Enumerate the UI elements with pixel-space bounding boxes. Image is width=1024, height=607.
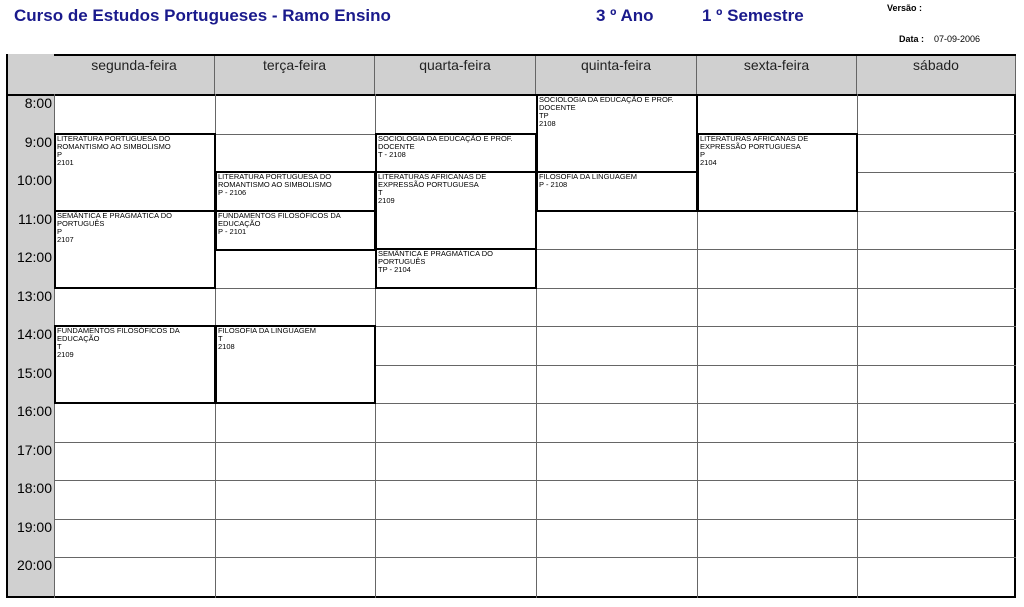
class-type: P (57, 227, 63, 236)
class-name: SEMÂNTICA E PRAGMÁTICA DO PORTUGUÊS (57, 211, 173, 228)
class-name: LITERATURA PORTUGUESA DO ROMANTISMO AO SIMBOLISMO (218, 172, 332, 189)
day-header-2: quarta-feira (375, 56, 536, 94)
date-value: 07-09-2006 (934, 34, 981, 44)
class-room: 2104 (700, 158, 717, 167)
class-type: T (57, 342, 62, 351)
class-block[interactable] (215, 325, 376, 404)
version-label: Versão : (887, 3, 923, 13)
class-block[interactable] (697, 133, 858, 212)
class-block[interactable] (54, 133, 216, 212)
class-type: P (700, 150, 706, 159)
class-name: LITERATURAS AFRICANAS DE EXPRESSÃO PORTUGUESA (378, 172, 487, 189)
header-corner (8, 56, 54, 94)
class-type: P - 2101 (218, 227, 247, 236)
row-divider (54, 480, 1016, 481)
class-room: 2101 (57, 158, 74, 167)
header-divider (6, 94, 1016, 96)
schedule-title: Curso de Estudos Portugueses - Ramo Ensino (14, 6, 391, 25)
day-header-1: terça-feira (215, 56, 375, 94)
class-name: SOCIOLOGIA DA EDUCAÇÃO E PROF. DOCENTE (378, 134, 513, 151)
day-header-4: sexta-feira (697, 56, 857, 94)
row-divider (54, 557, 1016, 558)
class-type: P - 2106 (218, 188, 247, 197)
class-type: TP - 2104 (378, 265, 411, 274)
class-block[interactable] (215, 210, 376, 251)
class-block[interactable] (536, 171, 698, 212)
time-label: 17:00 (16, 442, 52, 458)
day-header-5: sábado (857, 56, 1016, 94)
class-room: 2109 (57, 350, 74, 359)
time-label: 12:00 (16, 249, 52, 265)
class-name: FILOSOFIA DA LINGUAGEM (539, 172, 637, 181)
class-type: T (378, 188, 383, 197)
time-label: 16:00 (16, 403, 52, 419)
time-label: 18:00 (16, 480, 52, 496)
class-name: SOCIOLOGIA DA EDUCAÇÃO E PROF. DOCENTE (539, 95, 674, 112)
time-label: 8:00 (24, 95, 52, 111)
class-block[interactable] (536, 94, 698, 173)
class-block[interactable] (375, 248, 537, 289)
day-header-3: quinta-feira (536, 56, 697, 94)
class-block[interactable] (215, 171, 376, 212)
class-type: P (57, 150, 63, 159)
class-type: T (218, 334, 223, 343)
class-room: 2109 (378, 196, 395, 205)
time-label: 11:00 (18, 211, 52, 227)
class-block[interactable] (54, 210, 216, 289)
semester-label: 1 º Semestre (702, 6, 804, 25)
year-label: 3 º Ano (596, 6, 654, 25)
class-name: FUNDAMENTOS FILOSÓFICOS DA EDUCAÇÃO (218, 211, 341, 228)
row-divider (54, 519, 1016, 520)
class-block[interactable] (375, 133, 537, 174)
day-header-0: segunda-feira (54, 56, 215, 94)
class-name: LITERATURAS AFRICANAS DE EXPRESSÃO PORTUGUESA (700, 134, 809, 151)
time-label: 19:00 (16, 519, 52, 535)
class-type: P - 2108 (539, 180, 568, 189)
class-block[interactable] (54, 325, 216, 404)
time-label: 10:00 (16, 172, 52, 188)
class-name: SEMÂNTICA E PRAGMÁTICA DO PORTUGUÊS (378, 249, 494, 266)
class-room: 2108 (539, 119, 556, 128)
time-label: 20:00 (16, 557, 52, 573)
class-room: 2108 (218, 342, 235, 351)
class-type: TP (539, 111, 549, 120)
class-name: FUNDAMENTOS FILOSÓFICOS DA EDUCAÇÃO (57, 326, 180, 343)
time-label: 15:00 (16, 365, 52, 381)
time-label: 14:00 (16, 326, 52, 342)
class-block[interactable] (375, 171, 537, 250)
date-label: Data : (899, 34, 925, 44)
time-label: 13:00 (16, 288, 52, 304)
class-room: 2107 (57, 235, 74, 244)
class-name: LITERATURA PORTUGUESA DO ROMANTISMO AO SIMBOLISMO (57, 134, 171, 151)
row-divider (54, 442, 1016, 443)
class-name: FILOSOFIA DA LINGUAGEM (218, 326, 316, 335)
time-label: 9:00 (24, 134, 52, 150)
class-type: T - 2108 (378, 150, 406, 159)
